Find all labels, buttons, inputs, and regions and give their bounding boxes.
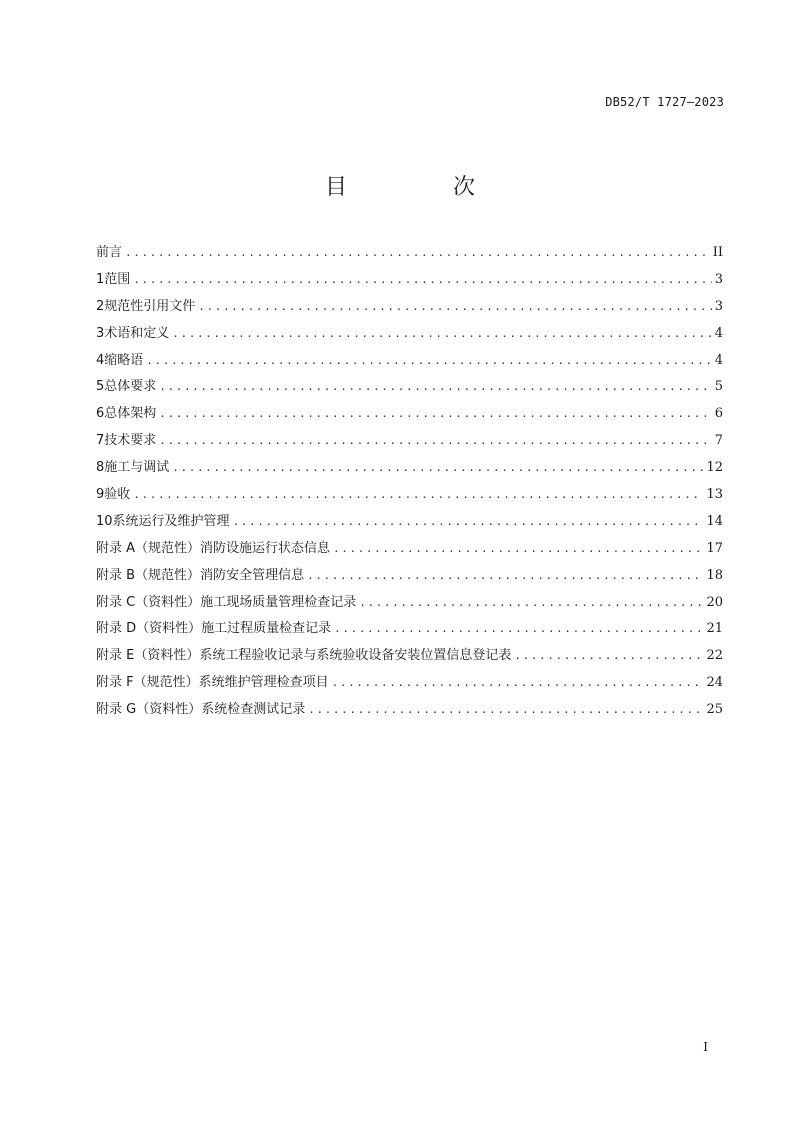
toc-dot-leader (514, 643, 703, 670)
toc-entry-page: 18 (706, 567, 723, 583)
toc-entry[interactable] (96, 267, 723, 294)
toc-dot-leader (359, 590, 703, 617)
toc-entry-number: 10 (96, 513, 113, 529)
toc-entry-number: 9 (96, 487, 105, 503)
toc-entry-number: 2 (96, 298, 105, 314)
toc-entry-page: 22 (706, 648, 723, 664)
toc-entry-title: 前言 (96, 245, 123, 260)
toc-entry[interactable] (96, 590, 723, 617)
toc-entry-page: 4 (714, 325, 723, 341)
toc-entry-title: 技术要求 (104, 433, 157, 449)
toc-dot-leader (198, 294, 711, 321)
toc-dot-leader (133, 267, 711, 294)
toc-entry-title: 施工过程质量检查记录 (201, 621, 332, 637)
toc-entry-title: 系统维护管理检查项目 (198, 675, 329, 691)
toc-entry-title: 术语和定义 (104, 325, 170, 341)
toc-entry[interactable] (96, 616, 723, 643)
table-of-contents (96, 240, 723, 724)
toc-entry-page: 7 (714, 433, 723, 449)
toc-entry[interactable] (96, 482, 723, 509)
toc-entry-title: 系统检查测试记录 (201, 702, 306, 718)
toc-entry-number: 7 (96, 433, 105, 449)
toc-dot-leader (172, 455, 703, 482)
toc-entry-annex: 附录 C（资料性） (96, 594, 201, 610)
toc-entry-page: 14 (706, 513, 723, 529)
toc-entry-number: 5 (96, 379, 105, 395)
toc-entry-page: 4 (714, 352, 723, 368)
toc-dot-leader (146, 348, 711, 375)
toc-entry-page: 3 (714, 271, 723, 287)
toc-dot-leader (334, 616, 703, 643)
toc-entry-title: 规范性引用文件 (104, 298, 196, 314)
toc-entry-annex: 附录 B（规范性） (96, 567, 201, 583)
toc-entry[interactable] (96, 321, 723, 348)
page-number: I (703, 1040, 708, 1054)
toc-entry[interactable] (96, 670, 723, 697)
toc-entry[interactable] (96, 509, 723, 536)
document-code: DB52/T 1727—2023 (605, 95, 724, 109)
toc-entry[interactable] (96, 428, 723, 455)
toc-entry-number: 8 (96, 460, 105, 476)
toc-entry-page: 25 (706, 702, 723, 718)
toc-entry-annex: 附录 F（规范性） (96, 675, 199, 691)
toc-dot-leader (159, 428, 711, 455)
toc-dot-leader (307, 563, 703, 590)
toc-entry-title: 总体架构 (104, 406, 157, 422)
toc-entry[interactable] (96, 643, 723, 670)
toc-entry-title: 系统工程验收记录与系统验收设备安装位置信息登记表 (199, 648, 512, 664)
toc-entry-page: 6 (714, 406, 723, 422)
toc-entry-page: 13 (706, 487, 723, 503)
toc-entry[interactable] (96, 536, 723, 563)
toc-entry-title: 范围 (104, 271, 131, 287)
toc-dot-leader (308, 697, 703, 724)
toc-entry[interactable] (96, 240, 723, 267)
toc-entry-title: 施工与调试 (104, 460, 170, 476)
toc-entry[interactable] (96, 563, 723, 590)
toc-entry[interactable] (96, 348, 723, 375)
toc-entry-page: 17 (706, 540, 723, 556)
toc-entry[interactable] (96, 374, 723, 401)
toc-dot-leader (159, 401, 711, 428)
toc-entry-number: 4 (96, 352, 105, 368)
toc-entry-annex: 附录 D（资料性） (96, 621, 202, 637)
toc-dot-leader (332, 670, 704, 697)
toc-dot-leader (172, 321, 711, 348)
toc-entry-page: 3 (714, 298, 723, 314)
toc-entry-title: 缩略语 (104, 352, 144, 368)
toc-dot-leader (159, 374, 711, 401)
toc-entry-page: II (712, 245, 723, 260)
toc-dot-leader (333, 536, 703, 563)
toc-entry-title: 施工现场质量管理检查记录 (200, 594, 357, 610)
toc-entry-page: 21 (706, 621, 723, 637)
toc-entry-page: 24 (706, 675, 723, 691)
toc-entry-number: 1 (96, 271, 105, 287)
toc-entry-annex: 附录 A（规范性） (96, 540, 201, 556)
toc-entry-number: 3 (96, 325, 105, 341)
toc-entry-number: 6 (96, 406, 105, 422)
toc-dot-leader (233, 509, 704, 536)
page-title: 目 次 (324, 175, 517, 200)
toc-entry[interactable] (96, 455, 723, 482)
toc-entry-page: 12 (706, 460, 723, 476)
toc-entry-title: 总体要求 (104, 379, 157, 395)
toc-dot-leader (133, 482, 703, 509)
toc-entry-title: 系统运行及维护管理 (112, 513, 230, 529)
toc-entry-title: 消防设施运行状态信息 (200, 540, 331, 556)
toc-dot-leader (125, 240, 710, 267)
toc-entry-page: 5 (714, 379, 723, 395)
toc-entry[interactable] (96, 697, 723, 724)
toc-entry-title: 验收 (104, 487, 131, 503)
toc-entry-page: 20 (706, 594, 723, 610)
toc-entry-title: 消防安全管理信息 (200, 567, 305, 583)
toc-entry-annex: 附录 G（资料性） (96, 702, 202, 718)
toc-entry[interactable] (96, 401, 723, 428)
toc-entry-annex: 附录 E（资料性） (96, 648, 200, 664)
toc-entry[interactable] (96, 294, 723, 321)
